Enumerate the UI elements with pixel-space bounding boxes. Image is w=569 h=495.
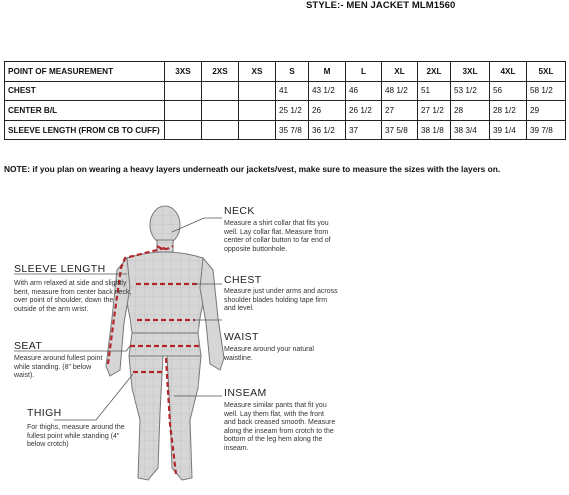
- table-cell: 26 1/2: [346, 101, 382, 121]
- table-cell: 37 5/8: [382, 120, 418, 140]
- row-label-chest: CHEST: [5, 81, 165, 101]
- table-cell: 48 1/2: [382, 81, 418, 101]
- table-cell: 56: [490, 81, 527, 101]
- table-cell: 46: [346, 81, 382, 101]
- style-title: STYLE:- MEN JACKET MLM1560: [306, 0, 456, 11]
- column-header: M: [309, 62, 346, 82]
- table-cell: [239, 101, 276, 121]
- column-header: L: [346, 62, 382, 82]
- table-cell: 27: [382, 101, 418, 121]
- table-cell: 29: [527, 101, 566, 121]
- table-cell: [165, 81, 202, 101]
- table-cell: [202, 101, 239, 121]
- table-cell: 26: [309, 101, 346, 121]
- column-header: 4XL: [490, 62, 527, 82]
- sleeve-length-instructions: With arm relaxed at side and slightly bent, measure from center back neck, over point of shoulder, down the outside of the arm wrist.: [14, 280, 132, 313]
- column-header: S: [276, 62, 309, 82]
- waist-instructions: Measure around your natural waistline.: [224, 346, 314, 362]
- chest-instructions: Measure just under arms and across shoulder blades holding tape firm and level.: [224, 288, 338, 313]
- inseam-instructions: Measure similar pants that fit you well. Lay them flat, with the front and back creased smooth. Measure along the inseam from crotch to the bottom of the leg hem along the inseam.: [224, 402, 336, 452]
- table-cell: 27 1/2: [418, 101, 451, 121]
- table-row: [5, 101, 566, 121]
- table-cell: [165, 101, 202, 121]
- table-cell: [165, 120, 202, 140]
- table-cell: 38 3/4: [451, 120, 490, 140]
- row-label-sleeve-length: SLEEVE LENGTH (FROM CB TO CUFF): [5, 120, 165, 140]
- thigh-instructions: For thighs, measure around the fullest point while standing (4" below crotch): [27, 424, 125, 449]
- table-cell: 53 1/2: [451, 81, 490, 101]
- sleeve-length-title: SLEEVE LENGTH: [14, 263, 106, 275]
- table-cell: 35 7/8: [276, 120, 309, 140]
- inseam-title: INSEAM: [224, 387, 267, 399]
- seat-title: SEAT: [14, 340, 43, 352]
- table-cell: 38 1/8: [418, 120, 451, 140]
- table-cell: 58 1/2: [527, 81, 566, 101]
- seat-instructions: Measure around fullest point while standing. (8" below waist).: [14, 355, 103, 380]
- table-cell: [239, 120, 276, 140]
- table-cell: 41: [276, 81, 309, 101]
- table-cell: [202, 81, 239, 101]
- thigh-title: THIGH: [27, 407, 62, 419]
- table-cell: 28 1/2: [490, 101, 527, 121]
- layering-note: NOTE: if you plan on wearing a heavy layers underneath our jackets/vest, make sure to measure the sizes with the layers on.: [4, 164, 501, 174]
- column-header: XL: [382, 62, 418, 82]
- column-header: 5XL: [527, 62, 566, 82]
- table-cell: 39 7/8: [527, 120, 566, 140]
- waist-title: WAIST: [224, 331, 259, 343]
- table-cell: [239, 81, 276, 101]
- table-header-row: [5, 62, 566, 82]
- size-chart-table: [4, 61, 566, 140]
- column-header: POINT OF MEASUREMENT: [5, 62, 165, 82]
- table-cell: 39 1/4: [490, 120, 527, 140]
- table-cell: 36 1/2: [309, 120, 346, 140]
- table-cell: [202, 120, 239, 140]
- table-cell: 51: [418, 81, 451, 101]
- table-cell: 37: [346, 120, 382, 140]
- column-header: 3XL: [451, 62, 490, 82]
- column-header: 2XS: [202, 62, 239, 82]
- row-label-center-bl: CENTER B/L: [5, 101, 165, 121]
- table-cell: 43 1/2: [309, 81, 346, 101]
- column-header: XS: [239, 62, 276, 82]
- neck-title: NECK: [224, 205, 255, 217]
- column-header: 2XL: [418, 62, 451, 82]
- chest-title: CHEST: [224, 274, 262, 286]
- table-cell: 28: [451, 101, 490, 121]
- table-row: [5, 81, 566, 101]
- table-row: [5, 120, 566, 140]
- table-cell: 25 1/2: [276, 101, 309, 121]
- column-header: 3XS: [165, 62, 202, 82]
- neck-instructions: Measure a shirt collar that fits you well. Lay collar flat. Measure from center of collar button to far end of opposite buttonhole.: [224, 220, 331, 253]
